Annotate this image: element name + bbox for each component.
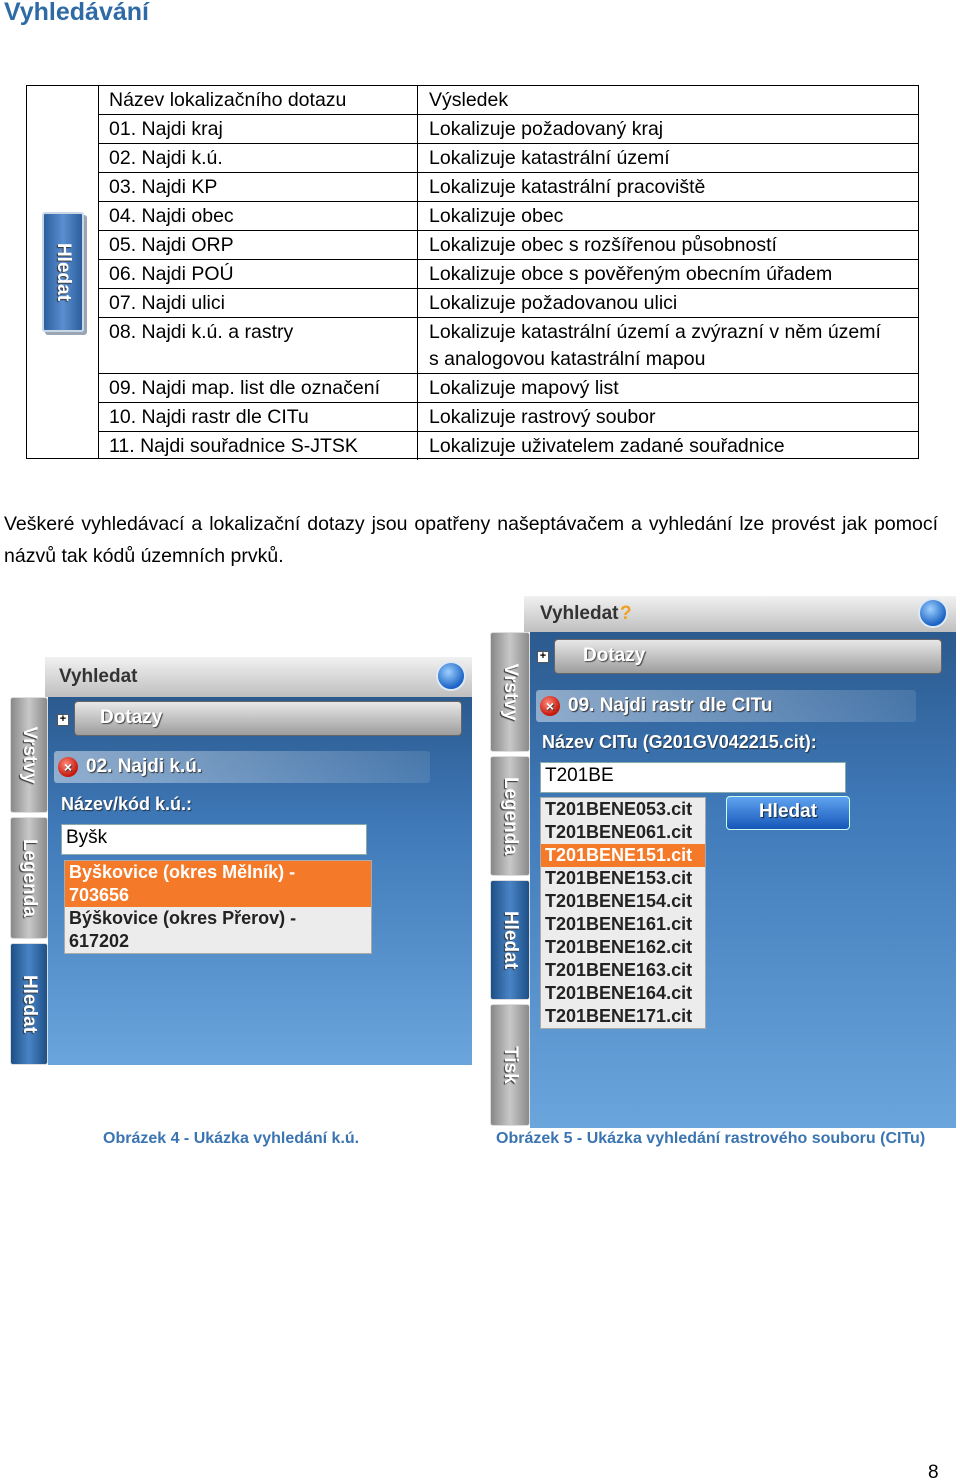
tab-label: Legenda (500, 776, 521, 856)
query-name: 02. Najdi k.ú. (109, 147, 223, 169)
tab-vrstvy[interactable] (10, 697, 48, 813)
page-heading: Vyhledávání (4, 0, 149, 26)
suggestion-item[interactable]: Byškovice (okres Mělník) - (65, 861, 371, 884)
hledat-tab-image (42, 212, 84, 332)
active-query-bar (536, 690, 916, 722)
result-cell (418, 318, 918, 373)
result-item[interactable]: T201BENE161.cit (545, 914, 693, 934)
query-name: 10. Najdi rastr dle CITu (109, 406, 309, 428)
result-text: Lokalizuje obce s pověřeným obecním úřadem (429, 263, 833, 285)
expand-icon[interactable]: + (537, 651, 549, 663)
table-row (98, 374, 918, 403)
result-text: Lokalizuje rastrový soubor (429, 406, 656, 428)
active-query-label: 09. Najdi rastr dle CITu (568, 695, 773, 716)
query-name: 04. Najdi obec (109, 205, 234, 227)
dotazy-button[interactable] (74, 701, 462, 736)
table-rows (98, 86, 918, 460)
help-mark[interactable]: ? (620, 603, 632, 624)
result-cell (418, 202, 918, 230)
result-cell (418, 86, 918, 114)
query-name: 11. Najdi souřadnice S-JTSK (109, 435, 358, 457)
search-button[interactable]: Hledat (726, 796, 850, 830)
active-query-bar (54, 751, 430, 783)
result-text: Lokalizuje katastrální území (429, 147, 670, 169)
query-name-cell (98, 289, 418, 317)
query-name: 01. Najdi kraj (109, 118, 223, 140)
tab-label: Vrstvy (19, 726, 40, 784)
query-name-cell (98, 403, 418, 431)
query-name-cell (98, 260, 418, 288)
query-name-cell (98, 86, 418, 114)
suggestion-item[interactable]: 703656 (65, 884, 371, 907)
result-cell (418, 260, 918, 288)
hledat-tab-label: Hledat (53, 242, 74, 302)
result-cell (418, 432, 918, 460)
table-row (98, 289, 918, 318)
result-text: Lokalizuje katastrální území a zvýrazní v něm území (429, 321, 881, 343)
result-item[interactable]: T201BENE163.cit (545, 960, 693, 980)
ku-search-input[interactable]: Byšk (61, 824, 367, 855)
result-cell (418, 374, 918, 402)
query-name-cell (98, 318, 418, 373)
result-cell (418, 144, 918, 172)
tab-vrstvy[interactable] (490, 632, 530, 752)
table-row (98, 144, 918, 173)
query-name: 05. Najdi ORP (109, 234, 234, 256)
result-text: Lokalizuje obec (429, 205, 564, 227)
info-icon[interactable] (918, 598, 948, 628)
panel-title: Vyhledat (59, 666, 138, 687)
table-row (98, 231, 918, 260)
tab-label: Hledat (500, 910, 521, 970)
result-text: Lokalizuje požadovanou ulici (429, 292, 678, 314)
result-text: Výsledek (429, 89, 509, 111)
result-item[interactable]: T201BENE154.cit (545, 891, 693, 911)
table-row (98, 115, 918, 144)
tab-tisk[interactable] (490, 1004, 530, 1126)
table-row (98, 318, 918, 374)
info-icon[interactable] (436, 661, 466, 691)
query-table (26, 85, 919, 459)
table-row (98, 432, 918, 460)
result-item[interactable]: T201BENE164.cit (545, 983, 693, 1003)
table-row (98, 403, 918, 432)
figure-4-caption: Obrázek 4 - Ukázka vyhledání k.ú. (103, 1130, 360, 1147)
result-cell (418, 403, 918, 431)
table-row (98, 202, 918, 231)
dotazy-label: Dotazy (583, 645, 646, 666)
tab-hledat[interactable] (490, 880, 530, 1000)
body-paragraph: Veškeré vyhledávací a lokalizační dotazy jsou opatřeny našeptávačem a vyhledání lze provést jak pomocí názvů tak kódů územních prvků. (4, 513, 938, 567)
tab-legenda[interactable] (10, 817, 48, 939)
suggestion-list (64, 860, 372, 954)
expand-icon[interactable]: + (57, 714, 69, 726)
query-name-cell (98, 173, 418, 201)
result-text: Lokalizuje uživatelem zadané souřadnice (429, 435, 785, 457)
tab-label: Hledat (19, 974, 40, 1034)
table-row (98, 173, 918, 202)
table-header-row (98, 86, 918, 115)
result-text: Lokalizuje katastrální pracoviště (429, 176, 706, 198)
suggestion-item[interactable]: Býškovice (okres Přerov) - (69, 908, 297, 928)
result-cell (418, 231, 918, 259)
query-name-cell (98, 231, 418, 259)
citu-search-input[interactable]: T201BE (540, 762, 846, 793)
query-name: 08. Najdi k.ú. a rastry (109, 321, 294, 343)
search-panel-citu (488, 596, 956, 1128)
result-text: Lokalizuje mapový list (429, 377, 619, 399)
panel-header (524, 596, 956, 632)
figure-5-caption: Obrázek 5 - Ukázka vyhledání rastrového souboru (CITu) (496, 1130, 926, 1147)
query-name: 09. Najdi map. list dle označení (109, 377, 380, 399)
results-list (540, 797, 706, 1029)
result-text-continued: s analogovou katastrální mapou (429, 348, 706, 370)
search-panel-ku (8, 657, 472, 1065)
panel-title: Vyhledat (540, 603, 619, 624)
remove-query-icon[interactable]: × (58, 757, 78, 777)
result-item[interactable]: T201BENE151.cit (541, 844, 705, 867)
query-name: Název lokalizačního dotazu (109, 89, 347, 111)
result-cell (418, 173, 918, 201)
query-name-cell (98, 202, 418, 230)
result-item[interactable]: T201BENE153.cit (545, 868, 693, 888)
field-label: Název CITu (G201GV042215.cit): (542, 732, 817, 752)
tab-hledat[interactable] (10, 943, 48, 1065)
table-row (98, 260, 918, 289)
result-cell (418, 289, 918, 317)
suggestion-item[interactable]: 617202 (69, 931, 130, 951)
tab-label: Tisk (500, 1046, 521, 1084)
table-side-cell (27, 86, 99, 458)
result-item[interactable]: T201BENE061.cit (545, 822, 693, 842)
result-cell (418, 115, 918, 143)
tab-label: Vrstvy (500, 663, 521, 721)
query-name-cell (98, 115, 418, 143)
result-item[interactable]: T201BENE162.cit (545, 937, 693, 957)
query-name-cell (98, 374, 418, 402)
result-text: Lokalizuje požadovaný kraj (429, 118, 664, 140)
tab-legenda[interactable] (490, 756, 530, 876)
result-text: Lokalizuje obec s rozšířenou působností (429, 234, 777, 256)
query-name: 07. Najdi ulici (109, 292, 225, 314)
field-label: Název/kód k.ú.: (61, 794, 193, 814)
result-item[interactable]: T201BENE171.cit (545, 1006, 693, 1026)
query-name-cell (98, 432, 418, 460)
panel-header (45, 657, 472, 697)
tab-label: Legenda (19, 838, 40, 918)
active-query-label: 02. Najdi k.ú. (86, 756, 203, 777)
page-number: 8 (928, 1462, 939, 1483)
remove-query-icon[interactable]: × (540, 696, 560, 716)
result-item[interactable]: T201BENE053.cit (545, 799, 693, 819)
query-name: 03. Najdi KP (109, 176, 218, 198)
query-name: 06. Najdi POÚ (109, 263, 234, 285)
dotazy-button[interactable] (554, 639, 942, 674)
query-name-cell (98, 144, 418, 172)
dotazy-label: Dotazy (100, 707, 163, 728)
